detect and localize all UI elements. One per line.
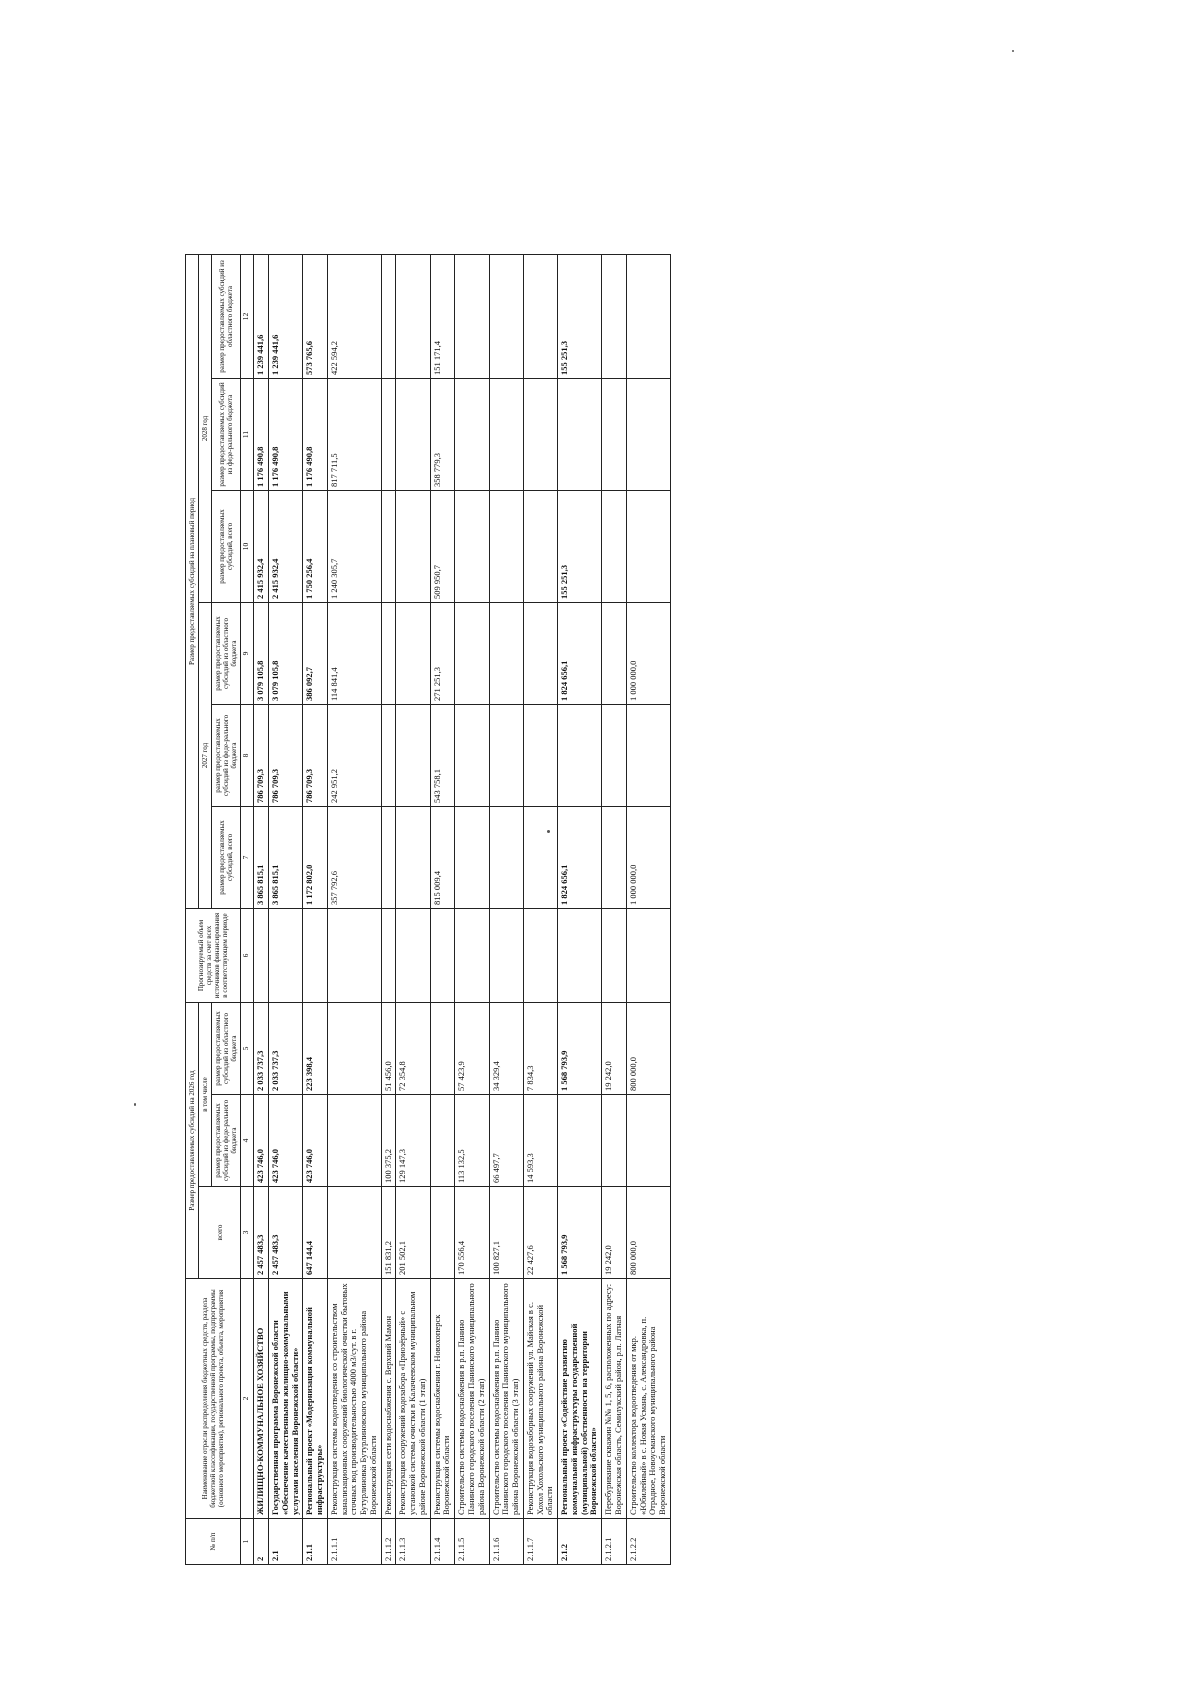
cell-reg-2027: 3 079 105,8 bbox=[254, 603, 269, 705]
cell-fed-2026: 100 375,2 bbox=[381, 1095, 396, 1187]
row-number: 2.1.2.1 bbox=[602, 1519, 627, 1565]
header-reg-2028: размер предоставляемых субсидий из областного бюджета bbox=[212, 254, 241, 378]
cell-fed-2028: 1 176 490,8 bbox=[303, 379, 328, 491]
row-name: Строительство системы водоснабжения в р.п. Панино Панинского городского поселения Панинского муниципального района Воронежской области (3 этап) bbox=[489, 1279, 523, 1519]
cell-reg-2026: 1 568 793,9 bbox=[558, 1003, 602, 1095]
cell-fed-2028 bbox=[626, 379, 670, 491]
cell-reg-2026 bbox=[430, 1003, 455, 1095]
cell-reg-2026: 19 242,0 bbox=[602, 1003, 627, 1095]
cell-fed-2028: 817 711,5 bbox=[327, 379, 381, 491]
cell-fed-2027: 786 709,3 bbox=[254, 705, 269, 807]
row-number: 2.1 bbox=[269, 1519, 303, 1565]
cell-reg-2028: 151 171,4 bbox=[430, 254, 455, 378]
cell-reg-2027 bbox=[489, 603, 523, 705]
cell-cofinancing bbox=[523, 909, 557, 1003]
column-number: 10 bbox=[241, 491, 254, 603]
cell-cofinancing bbox=[430, 909, 455, 1003]
cell-fed-2026: 423 746,0 bbox=[254, 1095, 269, 1187]
cell-cofinancing bbox=[327, 909, 381, 1003]
row-number: 2.1.2.2 bbox=[626, 1519, 670, 1565]
cell-total-2028 bbox=[455, 491, 489, 603]
cell-fed-2026 bbox=[626, 1095, 670, 1187]
cell-reg-2027 bbox=[381, 603, 396, 705]
cell-reg-2028 bbox=[489, 254, 523, 378]
cell-total-2026: 100 827,1 bbox=[489, 1187, 523, 1279]
cell-total-2027 bbox=[455, 807, 489, 909]
table-row bbox=[381, 254, 396, 1564]
cell-total-2026: 647 144,4 bbox=[303, 1187, 328, 1279]
cell-total-2026: 201 502,1 bbox=[396, 1187, 430, 1279]
header-total-2028: размер предоставляемых субсидий, всего bbox=[212, 491, 241, 603]
row-number: 2.1.2 bbox=[558, 1519, 602, 1565]
cell-fed-2028: 358 779,3 bbox=[430, 379, 455, 491]
cell-total-2027 bbox=[523, 807, 557, 909]
cell-reg-2027: 1 824 656,1 bbox=[558, 603, 602, 705]
cell-fed-2026: 129 147,3 bbox=[396, 1095, 430, 1187]
cell-reg-2026: 800 000,0 bbox=[626, 1003, 670, 1095]
column-number: 4 bbox=[241, 1095, 254, 1187]
cell-fed-2028 bbox=[558, 379, 602, 491]
cell-total-2026: 19 242,0 bbox=[602, 1187, 627, 1279]
cell-fed-2026 bbox=[327, 1095, 381, 1187]
cell-reg-2028: 1 239 441,6 bbox=[269, 254, 303, 378]
header-year-2028: 2028 год bbox=[199, 254, 212, 602]
cell-total-2026: 1 568 793,9 bbox=[558, 1187, 602, 1279]
cell-fed-2027 bbox=[455, 705, 489, 807]
cell-cofinancing bbox=[381, 909, 396, 1003]
cell-total-2026: 2 457 483,3 bbox=[254, 1187, 269, 1279]
column-number: 6 bbox=[241, 909, 254, 1003]
cell-reg-2028 bbox=[523, 254, 557, 378]
cell-reg-2028 bbox=[381, 254, 396, 378]
header-fed-2026: размер предоставляемых субсидий из феде-рального бюджета bbox=[212, 1095, 241, 1187]
cell-fed-2027 bbox=[396, 705, 430, 807]
cell-cofinancing bbox=[558, 909, 602, 1003]
cell-total-2027: 357 792,6 bbox=[327, 807, 381, 909]
cell-cofinancing bbox=[303, 909, 328, 1003]
table-row bbox=[489, 254, 523, 1564]
cell-total-2026 bbox=[327, 1187, 381, 1279]
row-name: Региональный проект «Модернизация коммунальной инфраструктуры» bbox=[303, 1279, 328, 1519]
cell-cofinancing bbox=[396, 909, 430, 1003]
cell-cofinancing bbox=[254, 909, 269, 1003]
cell-reg-2026 bbox=[327, 1003, 381, 1095]
row-name: Реконструкция системы водоотведения со строительством канализационных сооружений биологической очистки бытовых сточных вод производительностью 4000 м3/сут. в г. Бутурлиновка Бутурлиновского муниципального района Воронежской области bbox=[327, 1279, 381, 1519]
cell-total-2026: 800 000,0 bbox=[626, 1187, 670, 1279]
cell-total-2028 bbox=[523, 491, 557, 603]
header-name: Наименование отрасли распределения бюджетных средств, раздела бюджетной классификации, государственной программы, подпрограммы (основного мероприятия), регионального проекта, объекта, мероприятия bbox=[186, 1279, 241, 1519]
row-name: Строительство системы водоснабжения в р.п. Панино Панинского городского поселения Панинского муниципального района Воронежской области (2 этап) bbox=[455, 1279, 489, 1519]
cell-fed-2026 bbox=[558, 1095, 602, 1187]
cell-reg-2028 bbox=[396, 254, 430, 378]
cell-cofinancing bbox=[602, 909, 627, 1003]
row-number: 2.1.1.7 bbox=[523, 1519, 557, 1565]
header-fed-2028: размер предоставляемых субсидий из феде-рального бюджета bbox=[212, 379, 241, 491]
cell-reg-2026: 7 834,3 bbox=[523, 1003, 557, 1095]
cell-cofinancing bbox=[269, 909, 303, 1003]
row-name: Строительство коллектора водоотведения от мкр. «Юбилейный» в с. Новая Усмань, с. Александровка, п. Отрадное, Новоусманского муниципального района Воронежской области bbox=[626, 1279, 670, 1519]
cell-reg-2027: 271 251,3 bbox=[430, 603, 455, 705]
scan-speck bbox=[134, 1103, 136, 1106]
cell-fed-2027 bbox=[558, 705, 602, 807]
cell-fed-2026: 423 746,0 bbox=[303, 1095, 328, 1187]
header-group-2026: Размер предоставляемых субсидий на 2026 год bbox=[186, 1003, 199, 1279]
header-total-2026: всего bbox=[199, 1187, 241, 1279]
header-cofinancing: Прогнозируемый объем средств за счет всех источников финансирования в соответствующем периоде bbox=[186, 909, 241, 1003]
row-number: 2.1.1.5 bbox=[455, 1519, 489, 1565]
cell-fed-2026 bbox=[430, 1095, 455, 1187]
cell-cofinancing bbox=[489, 909, 523, 1003]
cell-fed-2026: 14 593,3 bbox=[523, 1095, 557, 1187]
cell-total-2028 bbox=[626, 491, 670, 603]
table-row bbox=[396, 254, 430, 1564]
cell-reg-2028: 422 594,2 bbox=[327, 254, 381, 378]
row-name: Государственная программа Воронежской области «Обеспечение качественными жилищно-коммунальными услугами населения Воронежской области» bbox=[269, 1279, 303, 1519]
column-number: 3 bbox=[241, 1187, 254, 1279]
document-page bbox=[185, 255, 1015, 1565]
row-name: Реконструкция сети водоснабжения с. Верхний Мамон bbox=[381, 1279, 396, 1519]
cell-fed-2026 bbox=[602, 1095, 627, 1187]
header-total-2027: размер предоставляемых субсидий, всего bbox=[212, 807, 241, 909]
table-row bbox=[430, 254, 455, 1564]
cell-reg-2026: 72 354,8 bbox=[396, 1003, 430, 1095]
table-row bbox=[455, 254, 489, 1564]
column-number: 1 bbox=[241, 1519, 254, 1565]
cell-total-2028: 2 415 932,4 bbox=[254, 491, 269, 603]
cell-reg-2028: 573 765,6 bbox=[303, 254, 328, 378]
cell-reg-2027: 386 092,7 bbox=[303, 603, 328, 705]
header-reg-2027: размер предоставляемых субсидий из областного бюджета bbox=[212, 603, 241, 705]
cell-reg-2027 bbox=[396, 603, 430, 705]
table-row bbox=[523, 254, 557, 1564]
header-fed-2027: размер предоставляемых субсидий из феде-рального бюджета bbox=[212, 705, 241, 807]
cell-total-2028: 509 950,7 bbox=[430, 491, 455, 603]
row-name: Перебуривание скважин №№ 1, 5, 6, расположенных по адресу: Воронежская область, Семилукский район, р.п. Латная bbox=[602, 1279, 627, 1519]
header-num: № п/п bbox=[186, 1519, 241, 1565]
cell-reg-2027: 1 000 000,0 bbox=[626, 603, 670, 705]
cell-reg-2026: 2 033 737,3 bbox=[269, 1003, 303, 1095]
cell-reg-2028 bbox=[626, 254, 670, 378]
cell-total-2028 bbox=[381, 491, 396, 603]
row-number: 2.1.1.2 bbox=[381, 1519, 396, 1565]
cell-reg-2027 bbox=[455, 603, 489, 705]
cell-fed-2027: 786 709,3 bbox=[303, 705, 328, 807]
cell-reg-2027: 114 841,4 bbox=[327, 603, 381, 705]
cell-fed-2028 bbox=[381, 379, 396, 491]
cell-fed-2027: 242 951,2 bbox=[327, 705, 381, 807]
table-row bbox=[303, 254, 328, 1564]
cell-fed-2028 bbox=[523, 379, 557, 491]
cell-fed-2028: 1 176 490,8 bbox=[269, 379, 303, 491]
row-name: Региональный проект «Содействие развитию коммунальной инфраструктуры государственной (муниципальной) собственности на территории Воронежской области» bbox=[558, 1279, 602, 1519]
cell-total-2027: 1 172 802,0 bbox=[303, 807, 328, 909]
cell-fed-2027 bbox=[523, 705, 557, 807]
cell-fed-2027 bbox=[626, 705, 670, 807]
row-name: ЖИЛИЩНО-КОММУНАЛЬНОЕ ХОЗЯЙСТВО bbox=[254, 1279, 269, 1519]
cell-total-2026: 170 556,4 bbox=[455, 1187, 489, 1279]
cell-fed-2026: 66 497,7 bbox=[489, 1095, 523, 1187]
cell-fed-2028 bbox=[489, 379, 523, 491]
cell-total-2026 bbox=[430, 1187, 455, 1279]
row-name: Реконструкция системы водоснабжения г. Новохоперск Воронежской области bbox=[430, 1279, 455, 1519]
cell-total-2028 bbox=[489, 491, 523, 603]
cell-total-2027: 3 865 815,1 bbox=[269, 807, 303, 909]
column-number-row bbox=[241, 254, 254, 1564]
cell-total-2028 bbox=[602, 491, 627, 603]
header-group-plan: Размер предоставляемых субсидий на плановый период bbox=[186, 254, 199, 908]
table-row bbox=[327, 254, 381, 1564]
column-number: 11 bbox=[241, 379, 254, 491]
table-row bbox=[269, 254, 303, 1564]
cell-reg-2026: 57 423,9 bbox=[455, 1003, 489, 1095]
cell-reg-2026: 2 033 737,3 bbox=[254, 1003, 269, 1095]
row-name: Реконструкция водозаборных сооружений ул. Майская в с. Хохол Хохольского муниципального района Воронежской области bbox=[523, 1279, 557, 1519]
row-number: 2 bbox=[254, 1519, 269, 1565]
cell-total-2026: 151 831,2 bbox=[381, 1187, 396, 1279]
header-year-2027: 2027 год bbox=[199, 603, 212, 909]
column-number: 5 bbox=[241, 1003, 254, 1095]
cell-fed-2026: 113 132,5 bbox=[455, 1095, 489, 1187]
cell-total-2028: 2 415 932,4 bbox=[269, 491, 303, 603]
column-number: 8 bbox=[241, 705, 254, 807]
table-row bbox=[558, 254, 602, 1564]
table-row bbox=[254, 254, 269, 1564]
row-name: Реконструкция сооружений водозабора «Приозёрный» с установкой системы очистки в Калачеевском муниципальном районе Воронежской области (1 этап) bbox=[396, 1279, 430, 1519]
subsidy-table bbox=[185, 254, 671, 1565]
cell-cofinancing bbox=[626, 909, 670, 1003]
cell-fed-2028 bbox=[455, 379, 489, 491]
cell-reg-2026: 51 456,0 bbox=[381, 1003, 396, 1095]
cell-reg-2027: 3 079 105,8 bbox=[269, 603, 303, 705]
cell-reg-2027 bbox=[602, 603, 627, 705]
column-number: 2 bbox=[241, 1279, 254, 1519]
cell-total-2027: 1 824 656,1 bbox=[558, 807, 602, 909]
column-number: 7 bbox=[241, 807, 254, 909]
table-row bbox=[626, 254, 670, 1564]
cell-total-2027 bbox=[602, 807, 627, 909]
cell-total-2028: 1 240 305,7 bbox=[327, 491, 381, 603]
cell-total-2027: 3 865 815,1 bbox=[254, 807, 269, 909]
cell-fed-2027 bbox=[602, 705, 627, 807]
header-reg-2026: размер предоставляемых субсидий из областного бюджета bbox=[212, 1003, 241, 1095]
cell-total-2027 bbox=[396, 807, 430, 909]
row-number: 2.1.1.1 bbox=[327, 1519, 381, 1565]
row-number: 2.1.1 bbox=[303, 1519, 328, 1565]
cell-total-2027: 815 009,4 bbox=[430, 807, 455, 909]
row-number: 2.1.1.3 bbox=[396, 1519, 430, 1565]
cell-total-2028: 155 251,3 bbox=[558, 491, 602, 603]
column-number: 9 bbox=[241, 603, 254, 705]
cell-total-2026: 2 457 483,3 bbox=[269, 1187, 303, 1279]
scan-speck bbox=[1012, 50, 1014, 52]
cell-fed-2027: 543 758,1 bbox=[430, 705, 455, 807]
cell-total-2027: 1 000 000,0 bbox=[626, 807, 670, 909]
column-number: 12 bbox=[241, 254, 254, 378]
cell-reg-2027 bbox=[523, 603, 557, 705]
cell-total-2027 bbox=[381, 807, 396, 909]
cell-fed-2028 bbox=[396, 379, 430, 491]
cell-fed-2028 bbox=[602, 379, 627, 491]
cell-fed-2027 bbox=[381, 705, 396, 807]
cell-reg-2028 bbox=[455, 254, 489, 378]
row-number: 2.1.1.4 bbox=[430, 1519, 455, 1565]
cell-reg-2028: 155 251,3 bbox=[558, 254, 602, 378]
cell-cofinancing bbox=[455, 909, 489, 1003]
cell-fed-2027: 786 709,3 bbox=[269, 705, 303, 807]
cell-fed-2026: 423 746,0 bbox=[269, 1095, 303, 1187]
cell-reg-2028: 1 239 441,6 bbox=[254, 254, 269, 378]
cell-total-2027 bbox=[489, 807, 523, 909]
table-row bbox=[602, 254, 627, 1564]
cell-total-2028: 1 750 256,4 bbox=[303, 491, 328, 603]
cell-fed-2027 bbox=[489, 705, 523, 807]
cell-reg-2026: 223 398,4 bbox=[303, 1003, 328, 1095]
cell-total-2026: 22 427,6 bbox=[523, 1187, 557, 1279]
header-including: в том числе bbox=[199, 1003, 212, 1187]
cell-reg-2028 bbox=[602, 254, 627, 378]
cell-fed-2028: 1 176 490,8 bbox=[254, 379, 269, 491]
row-number: 2.1.1.6 bbox=[489, 1519, 523, 1565]
cell-reg-2026: 34 329,4 bbox=[489, 1003, 523, 1095]
cell-total-2028 bbox=[396, 491, 430, 603]
